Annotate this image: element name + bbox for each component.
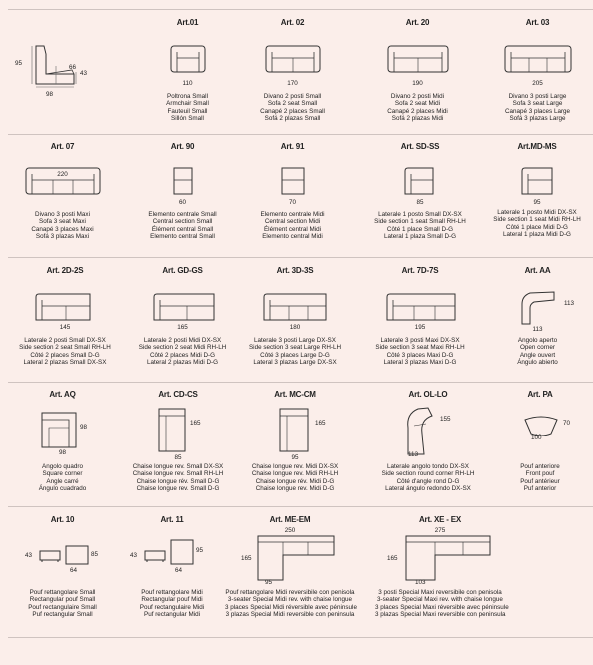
dim-width: 165 bbox=[177, 324, 188, 331]
dim-width: 170 bbox=[287, 80, 298, 87]
dim-height: 43 bbox=[25, 552, 33, 559]
product-art-11 bbox=[122, 515, 222, 633]
product-title: Art. 10 bbox=[50, 515, 75, 524]
product-description: Pouf rettangolare Small Rectangular pouf Small Pouf rectangulaire Small Puf rectangular Small bbox=[28, 589, 97, 618]
product-title: Art. 07 bbox=[50, 142, 75, 151]
product-title: Art. SD-SS bbox=[400, 142, 440, 151]
product-title: Art. XE - EX bbox=[418, 515, 462, 524]
product-description: Divano 2 posti Midi Sofa 2 seat Midi Canapé 2 places Midi Sofá 2 plazas Midi bbox=[387, 93, 448, 122]
product-title: Art. PA bbox=[527, 390, 553, 399]
dim-length: 275 bbox=[434, 527, 446, 534]
divider bbox=[8, 382, 593, 383]
product-description: Laterale angolo tondo DX-SX Side section round corner RH-LH Côté d'angle rond D-G Lateral ángulo redondo DX-SX bbox=[381, 463, 475, 492]
product-title: Art. MC-CM bbox=[274, 390, 316, 399]
side-section-drawing bbox=[153, 292, 215, 322]
product-art-aa bbox=[490, 266, 585, 376]
special-sofa-peninsula-drawing bbox=[405, 535, 491, 581]
dim-length: 95 bbox=[196, 547, 204, 554]
product-title: Art.MD-MS bbox=[517, 142, 557, 151]
product-title: Art. 7D-7S bbox=[401, 266, 439, 275]
dim-side: 113 bbox=[564, 300, 575, 307]
product-art-03 bbox=[490, 18, 585, 128]
sofa-drawing bbox=[504, 44, 572, 74]
product-description: Elemento centrale Small Central section Small Élément central Small Elemento central Small bbox=[148, 211, 217, 240]
dim-width: 95 bbox=[533, 199, 541, 206]
product-art-sd-ss bbox=[370, 142, 470, 252]
side-section-drawing bbox=[263, 292, 327, 322]
product-description: Divano 3 posti Maxi Sofa 3 seat Maxi Canapé 3 places Maxi Sofá 3 plazas Maxi bbox=[31, 211, 94, 240]
product-title: Art. 91 bbox=[280, 142, 305, 151]
product-description: Angolo aperto Open corner Angle ouvert Ángulo abierto bbox=[517, 337, 558, 366]
dim-width: 70 bbox=[288, 199, 296, 206]
dim-width: 64 bbox=[175, 567, 183, 574]
product-description: Laterale 3 posti Maxi DX-SX Side section 3 seat Maxi RH-LH Côté 3 places Maxi D-G Lateral 3 plazas Maxi D-G bbox=[375, 337, 465, 366]
product-description: Chaise longue rev. Small DX-SX Chaise longue rev. Small RH-LH Chaise longue rév. Small D-G Chaise longue rev. Small D-G bbox=[132, 463, 224, 492]
product-title: Art. 03 bbox=[525, 18, 550, 27]
product-art-2d-2s bbox=[15, 266, 115, 376]
product-title: Art. 90 bbox=[170, 142, 195, 151]
divider bbox=[8, 134, 593, 135]
dim-seat-height: 43 bbox=[80, 70, 88, 77]
depth-diagram bbox=[10, 20, 110, 125]
dim-depth: 98 bbox=[46, 91, 54, 98]
product-title: Art. 3D-3S bbox=[276, 266, 314, 275]
dim-width: 60 bbox=[178, 199, 186, 206]
product-art-mc-cm bbox=[245, 390, 345, 502]
side-section-drawing bbox=[404, 166, 434, 196]
dim-height: 95 bbox=[15, 60, 23, 67]
pouf-top-drawing bbox=[65, 545, 89, 565]
product-art-cd-cs bbox=[128, 390, 228, 502]
dim-width: 145 bbox=[59, 324, 71, 331]
pouf-side-drawing bbox=[144, 549, 166, 563]
dim-width: 220 bbox=[57, 171, 68, 178]
front-pouf-drawing bbox=[523, 416, 559, 436]
product-art-pa bbox=[495, 390, 585, 502]
divider bbox=[8, 9, 593, 10]
product-art-xe-ex bbox=[375, 515, 509, 633]
divider bbox=[8, 637, 593, 638]
dim-width: 113 bbox=[408, 451, 419, 458]
dim-length: 85 bbox=[91, 551, 99, 558]
product-art-10 bbox=[15, 515, 110, 633]
central-section-drawing bbox=[281, 166, 305, 196]
product-title: Art.01 bbox=[176, 18, 199, 27]
product-title: Art. OL-LO bbox=[408, 390, 448, 399]
product-title: Art. CD-CS bbox=[158, 390, 198, 399]
dim-depth: 165 bbox=[387, 555, 398, 562]
open-corner-drawing bbox=[520, 290, 556, 326]
product-art-gd-gs bbox=[135, 266, 230, 376]
product-description: Chaise longue rev. Midi DX-SX Chaise longue rev. Midi RH-LH Chaise longue rév. Midi D-G Chaise longue rev. Midi D-G bbox=[251, 463, 339, 492]
pouf-top-drawing bbox=[170, 539, 194, 565]
dim-width: 95 bbox=[265, 579, 273, 586]
side-section-drawing bbox=[386, 292, 456, 322]
dim-width: 110 bbox=[182, 80, 193, 87]
product-description: Laterale 1 posto Midi DX-SX Side section 1 seat Midi RH-LH Côté 1 place Midi D-G Lateral 1 plaza Midi D-G bbox=[493, 209, 581, 238]
product-art-02 bbox=[245, 18, 340, 128]
product-description: Laterale 2 posti Small DX-SX Side section 2 seat Small RH-LH Côté 2 places Small D-G Lateral 2 plazas Small DX-SX bbox=[19, 337, 111, 366]
dim-width: 103 bbox=[415, 579, 426, 586]
product-description: Elemento centrale Midi Central section Midi Élément central Midi Elemento central Midi bbox=[260, 211, 325, 240]
dim-height: 43 bbox=[130, 552, 138, 559]
dim-length: 165 bbox=[315, 420, 326, 427]
product-description: 3 posti Special Maxi reversibile con penisola 3-seater Special Maxi rev. with chaise longue 3 places Special Maxi réversible avec péninsule 3 plazas Special Maxi reversible con peninsula bbox=[375, 589, 509, 618]
product-art-07 bbox=[10, 142, 115, 252]
dim-side: 98 bbox=[58, 449, 66, 456]
product-description: Divano 2 posti Small Sofa 2 seat Small Canapé 2 places Small Sofá 2 plazas Small bbox=[260, 93, 325, 122]
chaise-longue-drawing bbox=[158, 408, 186, 452]
dim-width: 100 bbox=[531, 434, 542, 441]
round-corner-drawing bbox=[404, 406, 434, 456]
product-art-91 bbox=[245, 142, 340, 252]
product-art-aq bbox=[15, 390, 110, 502]
dim-width: 205 bbox=[532, 80, 543, 87]
product-art-3d-3s bbox=[245, 266, 345, 376]
dim-width: 195 bbox=[414, 324, 426, 331]
side-section-drawing bbox=[35, 292, 91, 322]
pouf-side-drawing bbox=[39, 549, 61, 563]
sofa-drawing bbox=[387, 44, 449, 74]
product-title: Art. ME-EM bbox=[269, 515, 311, 524]
side-section-drawing bbox=[521, 166, 553, 196]
product-description: Pouf rettangolare Midi reversibile con penisola 3-seater Special Midi rev. with chaise longue 3 places Special Midi réversible avec péninsule 3 plazas Special Midi reversible con peninsula bbox=[225, 589, 357, 618]
product-title: Art. AA bbox=[524, 266, 551, 275]
dim-depth: 165 bbox=[241, 555, 252, 562]
product-title: Art. AQ bbox=[49, 390, 76, 399]
central-section-drawing bbox=[173, 166, 193, 196]
product-art-md-ms bbox=[487, 142, 587, 252]
product-title: Art. 2D-2S bbox=[46, 266, 84, 275]
chaise-longue-drawing bbox=[279, 408, 309, 452]
product-title: Art. 20 bbox=[405, 18, 430, 27]
product-art-90 bbox=[135, 142, 230, 252]
dim-side: 113 bbox=[532, 326, 543, 333]
dim-length: 155 bbox=[440, 416, 451, 423]
dim-length: 165 bbox=[190, 420, 201, 427]
dim-width: 190 bbox=[412, 80, 423, 87]
product-title: Art. 11 bbox=[160, 515, 184, 524]
sofa-drawing bbox=[265, 44, 321, 74]
dim-width: 85 bbox=[416, 199, 424, 206]
special-sofa-peninsula-drawing bbox=[257, 535, 335, 581]
product-art-01 bbox=[140, 18, 235, 128]
dim-side: 98 bbox=[80, 424, 88, 431]
dim-seat-depth: 66 bbox=[69, 64, 77, 71]
product-title: Art. GD-GS bbox=[162, 266, 203, 275]
dim-depth: 70 bbox=[563, 420, 571, 427]
divider bbox=[8, 257, 593, 258]
dim-width: 180 bbox=[289, 324, 301, 331]
divider bbox=[8, 506, 593, 507]
dim-width: 85 bbox=[174, 454, 182, 461]
product-description: Laterale 1 posto Small DX-SX Side section 1 seat Small RH-LH Côté 1 place Small D-G Lateral 1 plaza Small D-G bbox=[374, 211, 466, 240]
armchair-drawing bbox=[170, 44, 206, 74]
product-description: Laterale 2 posti Midi DX-SX Side section 2 seat Midi RH-LH Côté 2 places Midi D-G Lateral 2 plazas Midi D-G bbox=[138, 337, 227, 366]
product-description: Laterale 3 posti Large DX-SX Side section 3 seat Large RH-LH Côté 3 places Large D-G Lateral 3 plazas Large DX-SX bbox=[248, 337, 342, 366]
product-art-ol-lo bbox=[378, 390, 478, 502]
dim-width: 95 bbox=[291, 454, 299, 461]
product-art-7d-7s bbox=[370, 266, 470, 376]
product-art-me-em bbox=[225, 515, 355, 633]
square-corner-drawing bbox=[41, 412, 77, 448]
product-description: Angolo quadro Square corner Angle carré Ángulo cuadrado bbox=[38, 463, 87, 492]
dim-length: 250 bbox=[284, 527, 296, 534]
product-art-20 bbox=[370, 18, 465, 128]
product-description: Pouf anteriore Front pouf Pouf antérieur Puf anterior bbox=[520, 463, 560, 492]
product-description: Pouf rettangolare Midi Rectangular pouf Midi Pouf rectangulaire Midi Puf rectangular Midi bbox=[139, 589, 205, 618]
dim-width: 64 bbox=[70, 567, 78, 574]
product-description: Divano 3 posti Large Sofa 3 seat Large Canapé 3 places Large Sofá 3 plazas Large bbox=[504, 93, 571, 122]
product-description: Poltrona Small Armchair Small Fauteuil Small Sillón Small bbox=[166, 93, 209, 122]
product-title: Art. 02 bbox=[280, 18, 305, 27]
